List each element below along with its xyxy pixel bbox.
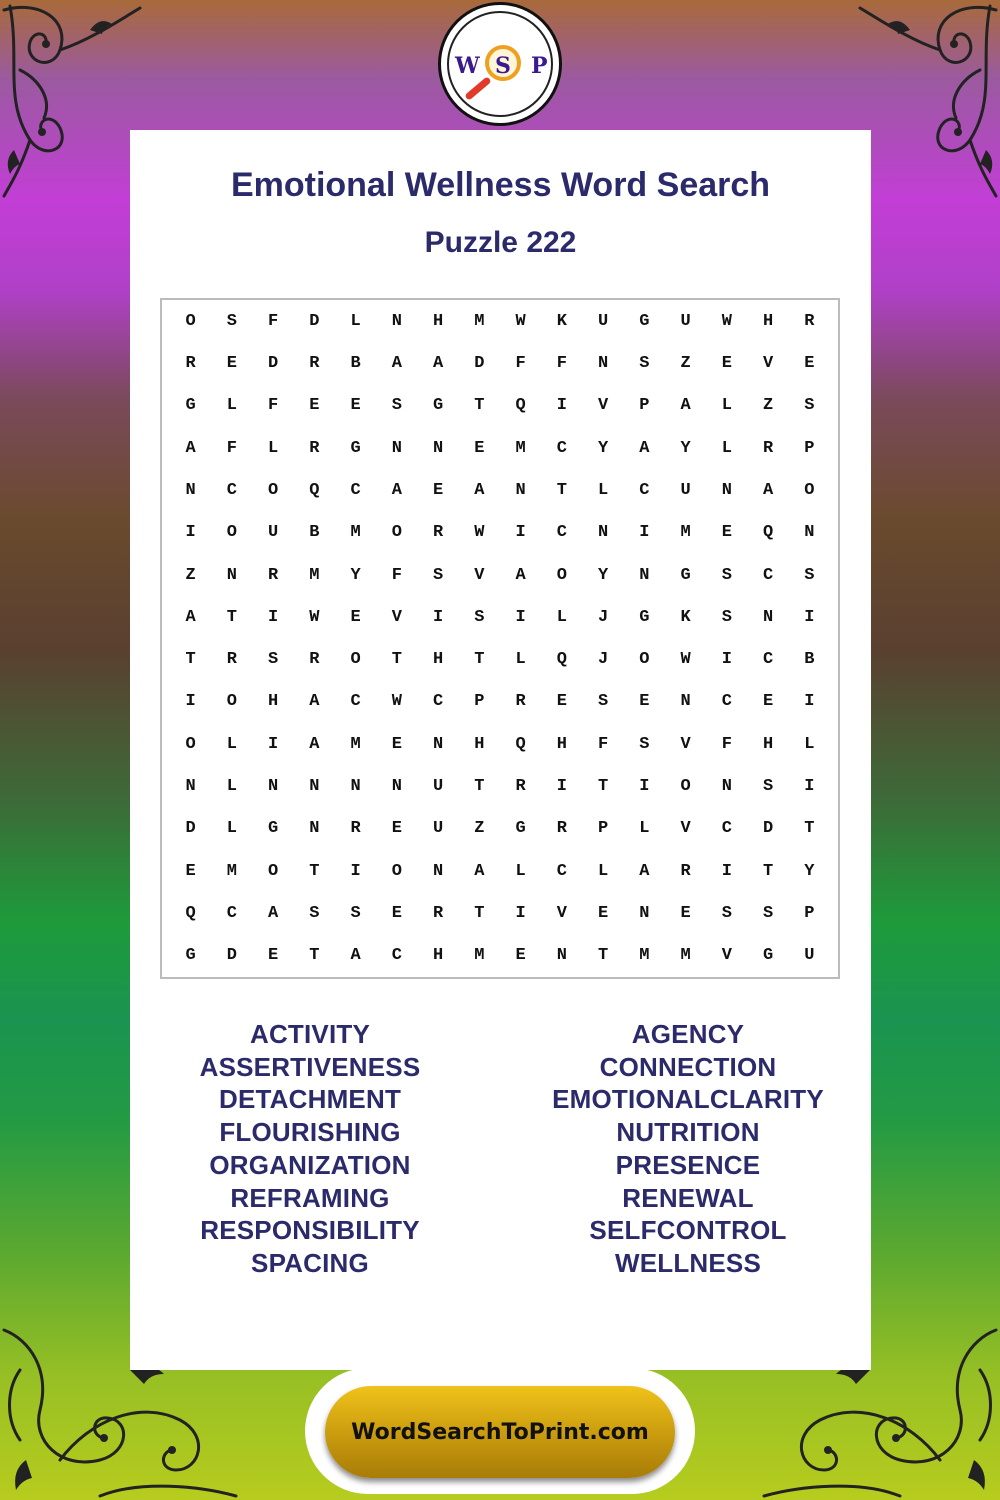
grid-cell[interactable]: N [804,523,815,543]
word-list-left [130,1018,490,1280]
grid-cell[interactable]: I [556,777,567,797]
ornament-flourish-icon [0,0,150,200]
grid-cell[interactable]: E [391,819,402,839]
grid-cell[interactable]: S [474,607,485,627]
grid-cell[interactable]: F [721,734,732,754]
grid-cell[interactable]: W [680,650,691,670]
grid-cell[interactable]: Z [680,353,691,373]
grid-cell[interactable]: N [391,311,402,331]
grid-cell[interactable]: F [226,438,237,458]
grid-cell[interactable]: Q [515,396,526,416]
grid-cell[interactable]: A [639,861,650,881]
grid-cell[interactable]: N [350,777,361,797]
grid-cell[interactable]: N [433,734,444,754]
grid-cell[interactable]: I [639,523,650,543]
grid-cell[interactable]: C [226,480,237,500]
grid-cell[interactable]: Y [350,565,361,585]
grid-cell[interactable]: I [556,396,567,416]
grid-cell[interactable]: L [226,777,237,797]
grid-cell[interactable]: M [350,734,361,754]
grid-cell[interactable]: M [474,311,485,331]
word-item: SPACING [251,1247,369,1278]
grid-cell[interactable]: E [185,861,196,881]
grid-cell[interactable]: D [226,946,237,966]
grid-cell[interactable]: M [680,523,691,543]
grid-cell[interactable]: O [350,650,361,670]
grid-cell[interactable]: Z [474,819,485,839]
grid-cell[interactable]: F [268,396,279,416]
grid-cell[interactable]: V [763,353,774,373]
grid-cell[interactable]: R [763,438,774,458]
logo-letter-p: P [531,53,548,79]
grid-cell[interactable]: P [804,438,815,458]
grid-cell[interactable]: G [433,396,444,416]
grid-cell[interactable]: N [226,565,237,585]
grid-cell[interactable]: O [268,861,279,881]
grid-cell[interactable]: C [433,692,444,712]
grid-cell[interactable]: E [350,396,361,416]
grid-cell[interactable]: A [433,353,444,373]
word-item: FLOURISHING [219,1117,401,1148]
grid-cell[interactable]: F [556,353,567,373]
grid-cell[interactable]: L [268,438,279,458]
grid-cell[interactable]: I [515,607,526,627]
grid-cell[interactable]: E [721,523,732,543]
grid-cell[interactable]: U [680,480,691,500]
grid-cell[interactable]: C [721,819,732,839]
grid-cell[interactable]: O [391,861,402,881]
grid-cell[interactable]: A [763,480,774,500]
word-item: REFRAMING [230,1182,390,1213]
grid-cell[interactable]: R [309,650,320,670]
grid-cell[interactable]: H [268,692,279,712]
grid-cell[interactable]: I [433,607,444,627]
grid-cell[interactable]: N [680,692,691,712]
grid-cell[interactable]: L [515,861,526,881]
grid-cell[interactable]: A [309,692,320,712]
grid-cell[interactable]: Y [680,438,691,458]
grid-cell[interactable]: D [268,353,279,373]
page-title: Emotional Wellness Word Search [230,166,771,204]
puzzle-number: Puzzle 222 [424,226,577,259]
grid-cell[interactable]: H [763,311,774,331]
grid-cell[interactable]: N [556,946,567,966]
grid-cell[interactable]: E [391,904,402,924]
grid-cell[interactable]: V [721,946,732,966]
site-link-button[interactable] [325,1386,675,1478]
grid-cell[interactable]: T [226,607,237,627]
grid-cell[interactable]: F [598,734,609,754]
grid-cell[interactable]: L [226,396,237,416]
word-item: ASSERTIVENESS [199,1051,421,1082]
grid-cell[interactable]: U [804,946,815,966]
grid-cell[interactable]: R [433,523,444,543]
grid-cell[interactable]: T [474,650,485,670]
grid-cell[interactable]: S [226,311,237,331]
grid-cell[interactable]: M [350,523,361,543]
grid-cell[interactable]: L [515,650,526,670]
grid-cell[interactable]: G [185,946,196,966]
grid-cell[interactable]: R [226,650,237,670]
grid-cell[interactable]: S [639,734,650,754]
grid-cell[interactable]: W [391,692,402,712]
grid-cell[interactable]: S [309,904,320,924]
grid-cell[interactable]: R [804,311,815,331]
grid-cell[interactable]: I [639,777,650,797]
grid-cell[interactable]: S [763,904,774,924]
grid-cell[interactable]: N [185,480,196,500]
grid-cell[interactable]: M [639,946,650,966]
grid-cell[interactable]: U [268,523,279,543]
grid-cell[interactable]: Y [598,438,609,458]
grid-cell[interactable]: A [350,946,361,966]
grid-cell[interactable]: E [433,480,444,500]
grid-cell[interactable]: I [804,777,815,797]
grid-cell[interactable]: O [185,734,196,754]
grid-cell[interactable]: N [391,777,402,797]
grid-cell[interactable]: P [598,819,609,839]
grid-cell[interactable]: C [763,565,774,585]
grid-cell[interactable]: U [680,311,691,331]
grid-cell[interactable]: C [556,438,567,458]
word-item: RESPONSIBILITY [200,1215,420,1246]
grid-cell[interactable]: O [804,480,815,500]
grid-cell[interactable]: I [515,904,526,924]
grid-cell[interactable]: I [515,523,526,543]
grid-cell[interactable]: O [268,480,279,500]
grid-cell[interactable]: I [804,692,815,712]
grid-cell[interactable]: S [433,565,444,585]
grid-cell[interactable]: I [721,861,732,881]
grid-cell[interactable]: S [721,904,732,924]
grid-cell[interactable]: M [680,946,691,966]
grid-cell[interactable]: D [185,819,196,839]
grid-cell[interactable]: E [474,438,485,458]
grid-cell[interactable]: N [309,819,320,839]
grid-cell[interactable]: E [309,396,320,416]
grid-cell[interactable]: E [598,904,609,924]
word-item: ORGANIZATION [209,1149,411,1180]
logo-letter-s: S [495,53,511,79]
word-item: SELFCONTROL [589,1215,787,1246]
grid-cell[interactable]: N [433,861,444,881]
grid-cell[interactable]: T [474,777,485,797]
grid-cell[interactable]: S [350,904,361,924]
grid-cell[interactable]: T [804,819,815,839]
grid-cell[interactable]: D [309,311,320,331]
grid-cell[interactable]: R [309,438,320,458]
grid-cell[interactable]: F [391,565,402,585]
grid-cell[interactable]: T [474,904,485,924]
grid-cell[interactable]: C [556,523,567,543]
grid-cell[interactable]: H [433,946,444,966]
grid-cell[interactable]: C [556,861,567,881]
grid-cell[interactable]: T [474,396,485,416]
letter-grid [160,298,840,979]
grid-cell[interactable]: N [309,777,320,797]
grid-cell[interactable]: G [350,438,361,458]
grid-cell[interactable]: P [474,692,485,712]
grid-cell[interactable]: T [598,777,609,797]
grid-cell[interactable]: N [268,777,279,797]
grid-cell[interactable]: G [639,311,650,331]
grid-cell[interactable]: R [556,819,567,839]
grid-cell[interactable]: M [515,438,526,458]
grid-cell[interactable]: L [721,438,732,458]
grid-cell[interactable]: N [721,480,732,500]
grid-cell[interactable]: H [433,311,444,331]
grid-cell[interactable]: A [680,396,691,416]
grid-cell[interactable]: J [598,650,609,670]
grid-cell[interactable]: E [639,692,650,712]
grid-cell[interactable]: C [350,692,361,712]
grid-cell[interactable]: U [433,777,444,797]
grid-cell[interactable]: M [474,946,485,966]
grid-cell[interactable]: N [391,438,402,458]
grid-cell[interactable]: Z [763,396,774,416]
grid-cell[interactable]: M [226,861,237,881]
grid-cell[interactable]: W [721,311,732,331]
grid-cell[interactable]: Q [185,904,196,924]
grid-cell[interactable]: E [680,904,691,924]
grid-cell[interactable]: T [556,480,567,500]
grid-cell[interactable]: I [804,607,815,627]
grid-cell[interactable]: R [680,861,691,881]
grid-cell[interactable]: B [350,353,361,373]
grid-cell[interactable]: W [309,607,320,627]
grid-cell[interactable]: J [598,607,609,627]
grid-cell[interactable]: H [433,650,444,670]
grid-cell[interactable]: O [226,523,237,543]
word-item: DETACHMENT [218,1084,402,1115]
grid-cell[interactable]: G [268,819,279,839]
grid-cell[interactable]: E [350,607,361,627]
grid-cell[interactable]: C [639,480,650,500]
grid-cell[interactable]: G [763,946,774,966]
grid-cell[interactable]: O [226,692,237,712]
grid-cell[interactable]: N [433,438,444,458]
puzzle-panel [130,130,871,1370]
grid-cell[interactable]: I [350,861,361,881]
grid-cell[interactable]: A [515,565,526,585]
grid-cell[interactable]: I [721,650,732,670]
grid-cell[interactable]: D [474,353,485,373]
word-item: ACTIVITY [249,1019,371,1049]
grid-cell[interactable]: B [804,650,815,670]
grid-cell[interactable]: R [515,692,526,712]
grid-cell[interactable]: G [185,396,196,416]
grid-cell[interactable]: A [391,353,402,373]
grid-cell[interactable]: H [474,734,485,754]
grid-cell[interactable]: G [639,607,650,627]
grid-cell[interactable]: G [515,819,526,839]
word-list [130,1018,871,1288]
grid-cell[interactable]: T [309,946,320,966]
grid-cell[interactable]: W [515,311,526,331]
grid-cell[interactable]: P [639,396,650,416]
word-item: WELLNESS [614,1247,762,1278]
grid-cell[interactable]: R [309,353,320,373]
grid-cell[interactable]: C [763,650,774,670]
magnifier-logo-icon[interactable] [438,2,562,126]
site-link-label: WordSearchToPrint.com [351,1419,649,1445]
grid-cell[interactable]: Y [598,565,609,585]
grid-cell[interactable]: L [804,734,815,754]
grid-cell[interactable]: I [268,607,279,627]
grid-cell[interactable]: S [804,396,815,416]
grid-cell[interactable]: E [763,692,774,712]
grid-cell[interactable]: W [474,523,485,543]
grid-cell[interactable]: T [763,861,774,881]
grid-cell[interactable]: N [598,523,609,543]
grid-cell[interactable]: V [680,819,691,839]
grid-cell[interactable]: B [309,523,320,543]
grid-cell[interactable]: S [721,607,732,627]
grid-cell[interactable]: L [350,311,361,331]
grid-cell[interactable]: O [556,565,567,585]
grid-cell[interactable]: L [598,480,609,500]
grid-cell[interactable]: A [309,734,320,754]
grid-cell[interactable]: A [391,480,402,500]
grid-cell[interactable]: O [639,650,650,670]
grid-cell[interactable]: A [639,438,650,458]
grid-cell[interactable]: R [350,819,361,839]
grid-cell[interactable]: U [598,311,609,331]
grid-cell[interactable]: S [721,565,732,585]
grid-cell[interactable]: R [185,353,196,373]
grid-cell[interactable]: C [226,904,237,924]
grid-cell[interactable]: I [185,692,196,712]
grid-cell[interactable]: L [639,819,650,839]
grid-cell[interactable]: N [639,904,650,924]
word-item: CONNECTION [599,1051,777,1082]
grid-cell[interactable]: T [391,650,402,670]
grid-cell[interactable]: V [680,734,691,754]
grid-cell[interactable]: N [185,777,196,797]
grid-cell[interactable]: V [391,607,402,627]
grid-cell[interactable]: K [556,311,567,331]
word-item: EMOTIONALCLARITY [552,1084,824,1115]
grid-cell[interactable]: V [556,904,567,924]
grid-cell[interactable]: O [680,777,691,797]
grid-cell[interactable]: O [391,523,402,543]
grid-cell[interactable]: A [185,438,196,458]
grid-cell[interactable]: D [763,819,774,839]
grid-cell[interactable]: N [639,565,650,585]
grid-cell[interactable]: T [309,861,320,881]
grid-cell[interactable]: E [391,734,402,754]
grid-cell[interactable]: O [185,311,196,331]
word-list-right [508,1018,868,1280]
grid-cell[interactable]: Y [804,861,815,881]
grid-cell[interactable]: C [391,946,402,966]
grid-cell[interactable]: E [804,353,815,373]
grid-cell[interactable]: S [804,565,815,585]
ornament-flourish-icon [850,0,1000,200]
grid-cell[interactable]: S [639,353,650,373]
grid-cell[interactable]: C [721,692,732,712]
grid-cell[interactable]: M [309,565,320,585]
footer-frame [305,1368,695,1494]
grid-cell[interactable]: E [268,946,279,966]
grid-cell[interactable]: N [598,353,609,373]
grid-cell[interactable]: E [556,692,567,712]
grid-cell[interactable]: L [226,819,237,839]
grid-cell[interactable]: F [268,311,279,331]
grid-cell[interactable]: E [721,353,732,373]
grid-cell[interactable]: N [515,480,526,500]
grid-cell[interactable]: R [268,565,279,585]
grid-cell[interactable]: I [268,734,279,754]
word-item: RENEWAL [622,1182,754,1213]
grid-cell[interactable]: Q [763,523,774,543]
grid-cell[interactable]: S [763,777,774,797]
word-item: PRESENCE [615,1149,761,1180]
grid-cell[interactable]: L [556,607,567,627]
grid-cell[interactable]: V [474,565,485,585]
word-item: NUTRITION [616,1117,760,1148]
grid-cell[interactable]: I [185,523,196,543]
grid-cell[interactable]: Q [556,650,567,670]
grid-cell[interactable]: E [226,353,237,373]
grid-cell[interactable]: S [598,692,609,712]
grid-cell[interactable]: H [556,734,567,754]
grid-cell[interactable]: N [721,777,732,797]
grid-cell[interactable]: G [680,565,691,585]
grid-cell[interactable]: C [350,480,361,500]
grid-cell[interactable]: F [515,353,526,373]
logo-letter-w: W [455,53,480,79]
grid-cell[interactable]: Z [185,565,196,585]
grid-cell[interactable]: L [721,396,732,416]
grid-cell[interactable]: P [804,904,815,924]
grid-cell[interactable]: T [598,946,609,966]
grid-cell[interactable]: S [268,650,279,670]
grid-cell[interactable]: A [474,861,485,881]
grid-cell[interactable]: U [433,819,444,839]
grid-cell[interactable]: Q [309,480,320,500]
grid-cell[interactable]: E [515,946,526,966]
grid-cell[interactable]: A [268,904,279,924]
grid-cell[interactable]: L [226,734,237,754]
grid-cell[interactable]: A [474,480,485,500]
grid-cell[interactable]: K [680,607,691,627]
word-item: AGENCY [631,1019,745,1049]
grid-cell[interactable]: R [433,904,444,924]
grid-cell[interactable]: H [763,734,774,754]
grid-cell[interactable]: N [763,607,774,627]
grid-cell[interactable]: V [598,396,609,416]
grid-cell[interactable]: T [185,650,196,670]
grid-cell[interactable]: S [391,396,402,416]
grid-cell[interactable]: L [598,861,609,881]
grid-cell[interactable]: A [185,607,196,627]
grid-cell[interactable]: Q [515,734,526,754]
grid-cell[interactable]: R [515,777,526,797]
